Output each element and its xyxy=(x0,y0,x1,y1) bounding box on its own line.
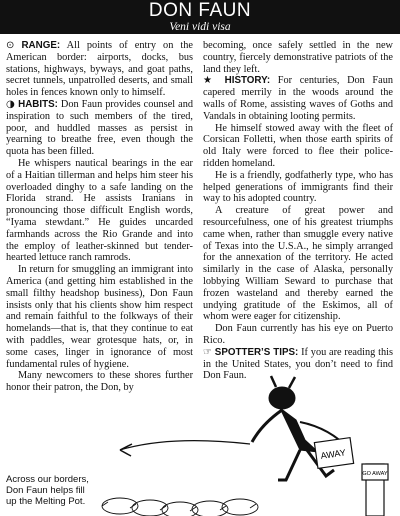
arrow-icon xyxy=(120,441,250,456)
range-section xyxy=(6,40,193,99)
left-paragraph-2: In return for smuggling an immigrant into America (and getting him established in the small filthy headshop business), Don Faun insists only that his clients show him respect and remain faithful to the folkways of their homelands—that is, that they continue to eat with paddles, wear grotesque hats, or, in some cases, linger in ignorance of most fundamental rules of hygiene. xyxy=(6,264,193,370)
gate-sign-text: GO AWAY xyxy=(362,471,388,477)
star-icon: ★ xyxy=(203,75,218,87)
history-text: For centuries, Don Faun capered merrily in the woods around the walls of Rome, assisting waves of Goths and Vandals in obtaining looting permits. xyxy=(203,75,394,122)
history-label: HISTORY: xyxy=(224,75,271,87)
right-column xyxy=(203,40,393,382)
range-text: All points of entry on the American border: airports, docks, bus stations, highways, byways, and goat paths, secret tunnels, unpatrolled deserts, and small holes in fences known only to himself. xyxy=(6,40,194,99)
page-subtitle: Veni vidi visa xyxy=(169,21,231,33)
page-title: DON FAUN xyxy=(148,0,252,21)
habits-text: Don Faun provides counsel and inspiration to such members of the tired, poor, and huddled masses as persist in yearning to breathe free, even though the quota has been filled. xyxy=(6,98,193,158)
history-section xyxy=(203,75,393,122)
habits-section xyxy=(6,99,193,158)
right-paragraph-1: He himself stowed away with the fleet of Corsican Folletti, when those earth spirits of old Italy were forced to flee their police-ridden homeland. xyxy=(203,122,393,169)
left-paragraph-3: Many newcomers to these shores further honor their patron, the Don, by xyxy=(6,370,193,394)
range-label: RANGE: xyxy=(21,40,61,51)
right-paragraph-3: A creature of great power and resourcefulness, one of his greatest triumphs came when, rather than smuggle every native of Texas into the U.S.A., he simply arranged for the annexation of the territory. He acted similarly in the case of Alaska, personally lobbying William Seward to purchase that frozen wasteland and thereby earned the undying gratitude of the Eskimos, all of whom were eager for citizenship. xyxy=(203,205,393,323)
gate-post xyxy=(362,464,388,516)
barbed-wire-icon xyxy=(102,498,258,516)
page-header xyxy=(0,0,400,34)
spotters-tips-label: SPOTTER’S TIPS: xyxy=(214,346,299,358)
right-paragraph-4: Don Faun currently has his eye on Puerto Rico. xyxy=(203,323,393,346)
half-moon-icon: ◑ xyxy=(6,98,16,110)
spotters-tips-text: If you are reading this in the United States, you don’t need to find Don Faun. xyxy=(203,346,393,382)
left-paragraph-1: He whispers nautical bearings in the ear of a Haitian tillerman and helps him steer his overloaded dinghy to a safe landing on the Florida strand. He assists Iranians in pronouncing those difficult English words, “Iyama stewdant.” He guides uncarded farmhands across the Rio Grande and into the employ of leather-skinned but tender-hearted lettuce ranch ramrods. xyxy=(6,157,193,264)
right-paragraph-2: He is a friendly, godfatherly type, who has helped generations of immigrants find their way to his adopted country. xyxy=(203,169,393,205)
right-intro: becoming, once safely settled in the new country, fiercely demonstrative patriots of the land they left. xyxy=(203,40,393,75)
away-sign-text: AWAY xyxy=(319,447,347,461)
habits-label: HABITS: xyxy=(18,98,58,110)
range-circle-icon: ⊙ xyxy=(6,40,15,51)
pointing-hand-icon: ☞ xyxy=(203,346,212,358)
away-sign xyxy=(314,438,353,469)
illustration-caption: Across our borders, Don Faun helps fill up the Melting Pot. xyxy=(6,474,89,507)
